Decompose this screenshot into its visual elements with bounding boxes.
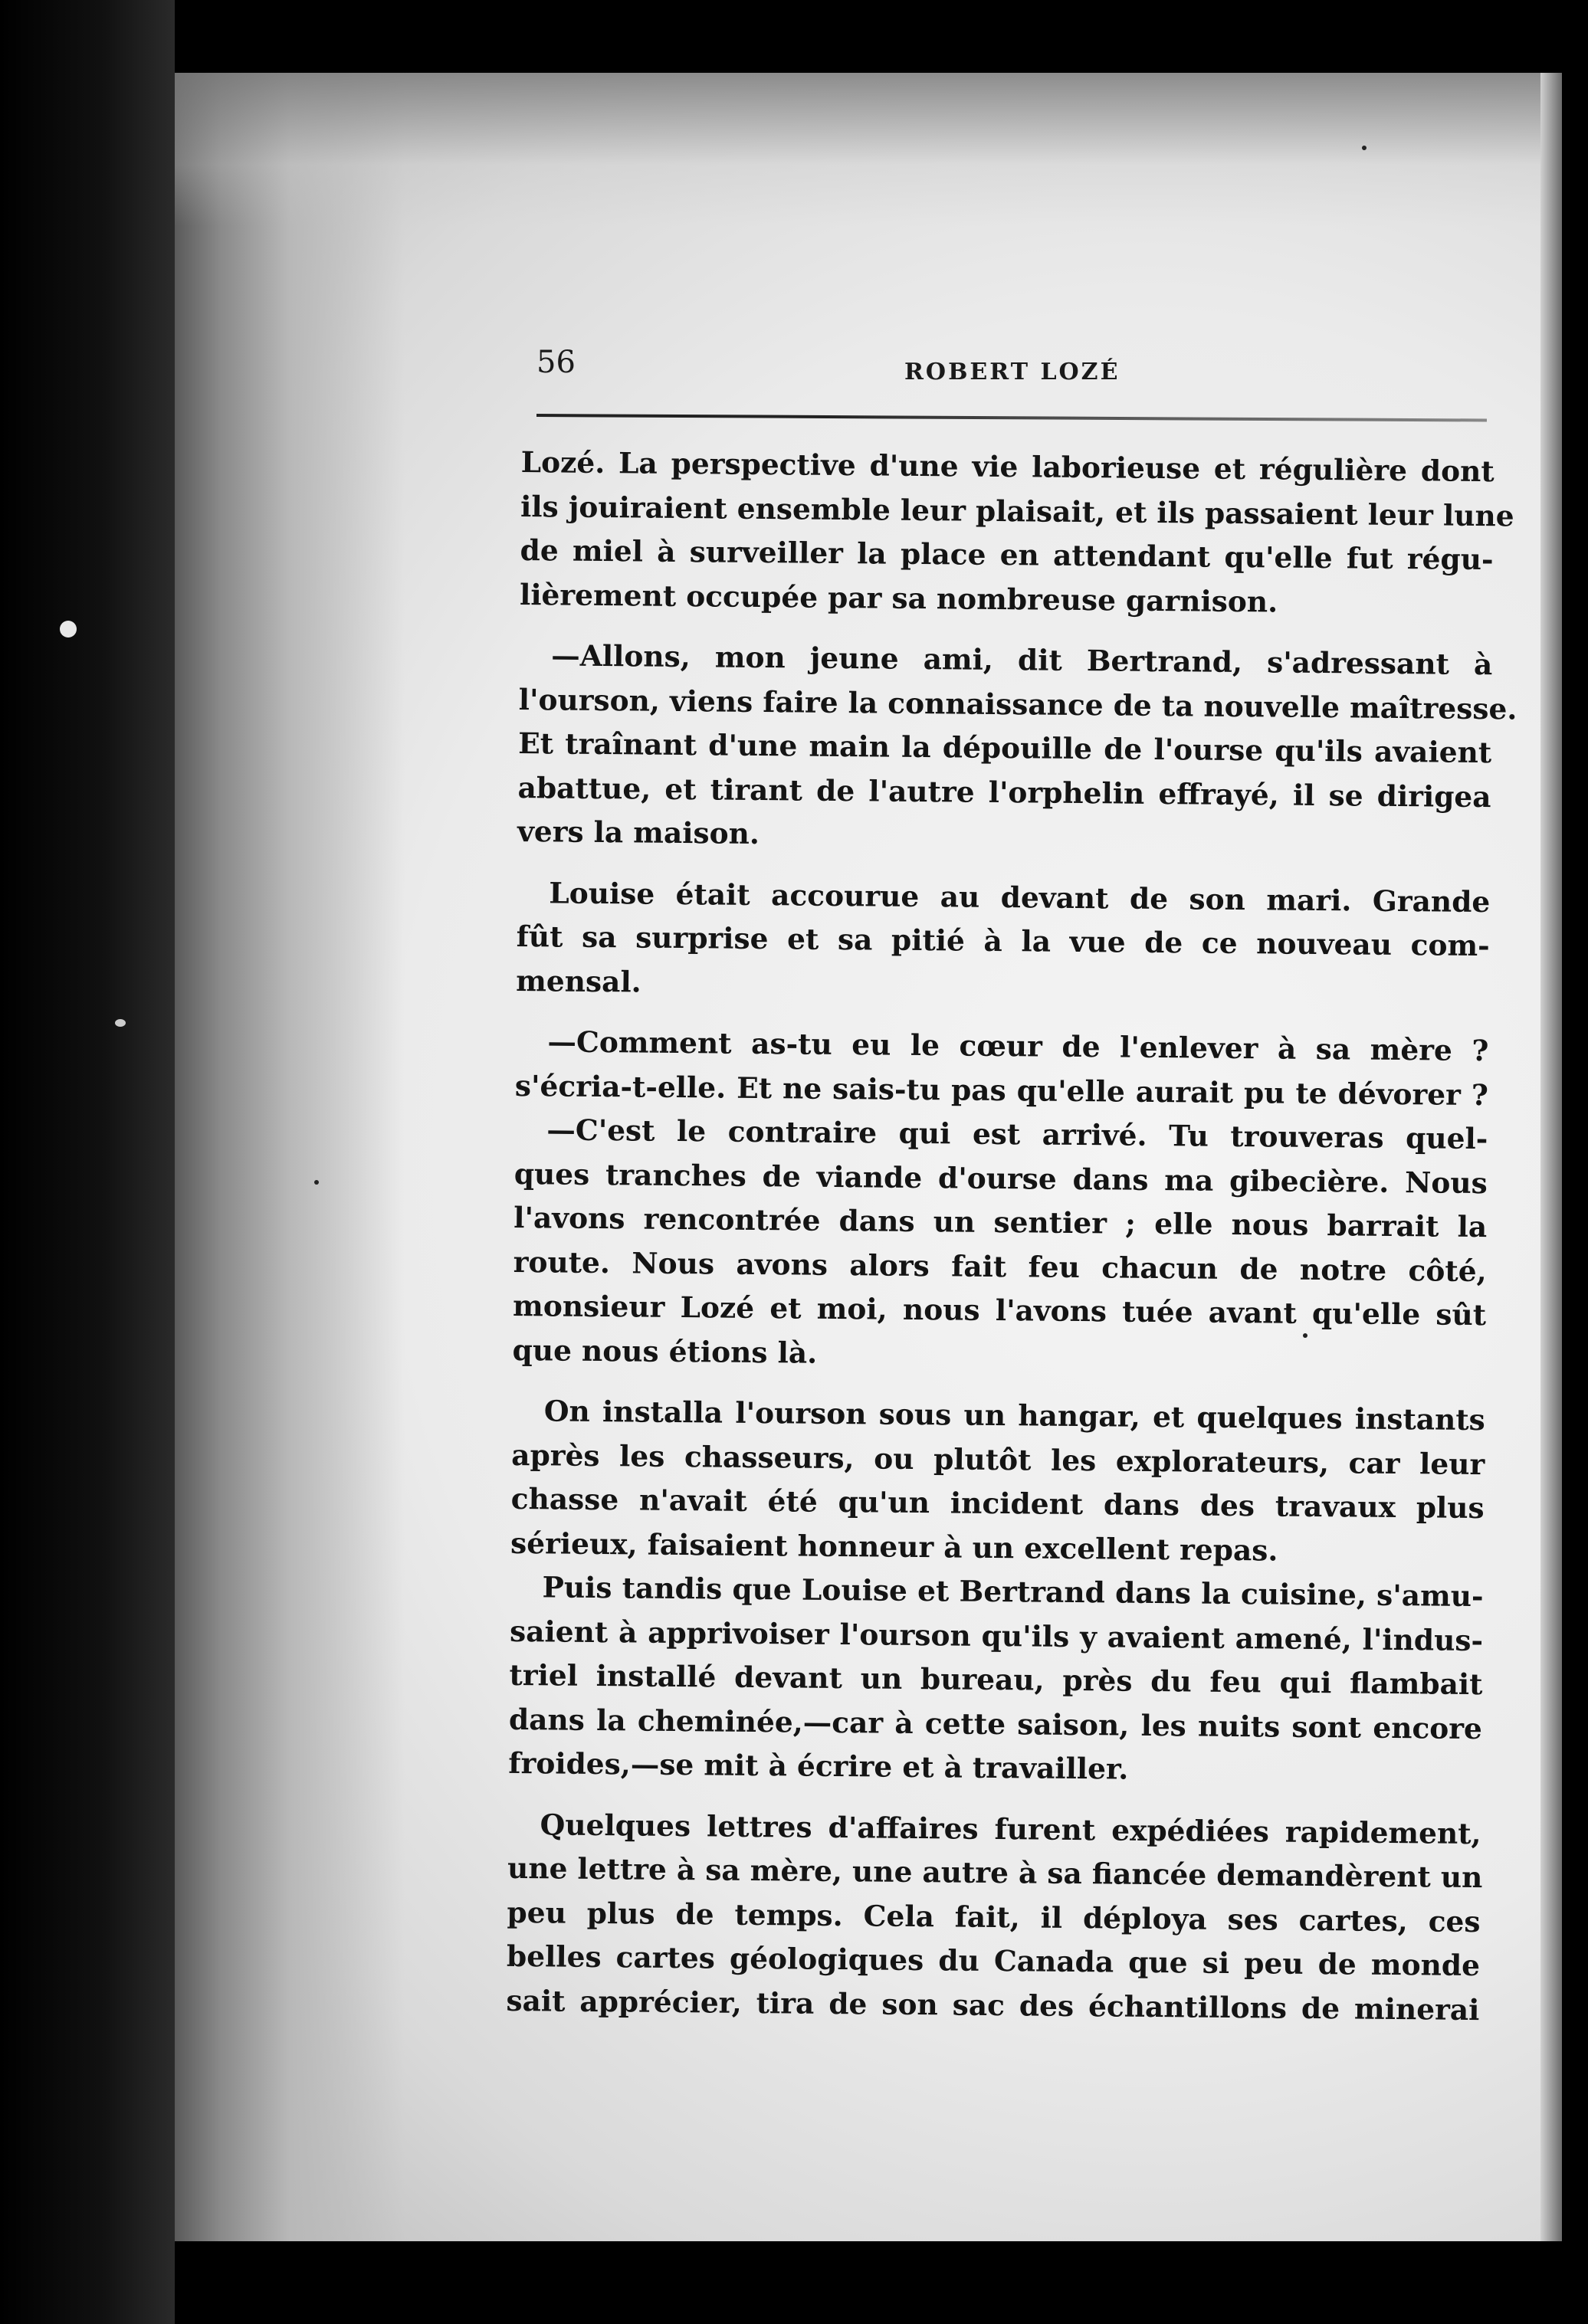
text-line: s'écria-t-elle. Et ne sais-tu pas qu'elle aurait pu te dévorer ? — [514, 1068, 1489, 1112]
text-line: triel installé devant un bureau, près du feu qui flambait — [509, 1657, 1483, 1702]
left-film-border — [0, 0, 175, 2324]
text-line: l'ourson, viens faire la connaissance de ta nouvelle maîtresse. — [518, 682, 1517, 726]
text-line: dans la cheminée,—car à cette saison, les nuits sont encore — [508, 1702, 1483, 1745]
text-line: Lozé. La perspective d'une vie laborieuse et régulière dont — [520, 444, 1494, 489]
text-line: Quelques lettres d'affaires furent expédiées rapidement, — [540, 1807, 1481, 1850]
text-line: —Comment as-tu eu le cœur de l'enlever à sa mère ? — [547, 1024, 1489, 1068]
paragraph — [512, 1108, 1488, 1382]
text-line: après les chasseurs, ou plutôt les explorateurs, car leur — [511, 1437, 1485, 1481]
paragraph — [515, 1020, 1489, 1117]
scan-blemish — [1362, 146, 1367, 150]
paragraph — [506, 1802, 1481, 2032]
text-line: —Allons, mon jeune ami, dit Bertrand, s'adressant à — [551, 638, 1493, 682]
page-number: 56 — [536, 345, 576, 380]
paragraph — [517, 634, 1517, 864]
text-line: monsieur Lozé et moi, nous l'avons tuée avant qu'elle sût — [512, 1288, 1487, 1332]
text-line: On installa l'ourson sous un hangar, et quelques instants — [543, 1394, 1486, 1437]
text-line: Et traînant d'une main la dépouille de l'ourse qu'ils avaient — [517, 726, 1492, 770]
paragraph — [519, 441, 1514, 626]
text-line: ques tranches de viande d'ourse dans ma gibecière. Nous — [513, 1156, 1488, 1200]
text-line: vers la maison. — [517, 814, 760, 851]
text-line: sait apprécier, tira de son sac des échantillons de minerai — [506, 1983, 1480, 2027]
text-line: Louise était accourue au devant de son mari. Grande — [549, 875, 1491, 919]
text-line: froides,—se mit à écrire et à travailler. — [508, 1745, 1129, 1786]
text-line: route. Nous avons alors fait feu chacun de notre côté, — [513, 1244, 1487, 1288]
scan-blemish — [60, 621, 77, 638]
paragraph — [508, 1565, 1484, 1795]
body-text — [506, 441, 1517, 2032]
text-line: saient à apprivoiser l'ourson qu'ils y avaient amené, l'indus- — [509, 1614, 1484, 1657]
paragraph — [516, 870, 1491, 1012]
text-line: de miel à surveiller la place en attendant qu'elle fut régu- — [520, 533, 1494, 577]
text-line: —C'est le contraire qui est arrivé. Tu trouveras quel- — [546, 1113, 1488, 1156]
text-line: l'avons rencontrée dans un sentier ; elle nous barrait la — [513, 1200, 1488, 1244]
binding-gutter-shadow — [175, 73, 405, 2241]
text-line: lièrement occupée par sa nombreuse garnison. — [519, 577, 1278, 618]
scan-blemish — [314, 1180, 319, 1185]
text-line: ils jouiraient ensemble leur plaisait, et ils passaient leur lune — [520, 489, 1514, 533]
text-line: fût sa surprise et sa pitié à la vue de ce nouveau com- — [516, 919, 1490, 963]
paragraph — [510, 1389, 1485, 1575]
top-edge-shadow — [175, 73, 1562, 226]
text-line: Puis tandis que Louise et Bertrand dans la cuisine, s'amu- — [542, 1570, 1484, 1614]
text-line: abattue, et tirant de l'autre l'orphelin effrayé, il se dirigea — [517, 770, 1491, 814]
text-line: mensal. — [516, 963, 641, 999]
right-page-edge — [1540, 73, 1562, 2241]
text-line: chasse n'avait été qu'un incident dans des travaux plus — [510, 1481, 1485, 1526]
text-line: une lettre à sa mère, une autre à sa fiancée demandèrent un — [507, 1850, 1483, 1895]
text-line: que nous étions là. — [512, 1332, 818, 1370]
running-title: ROBERT LOZÉ — [904, 359, 1120, 385]
text-line: sérieux, faisaient honneur à un excellent repas. — [510, 1526, 1278, 1568]
scan-blemish — [115, 1019, 126, 1027]
text-line: peu plus de temps. Cela fait, il déploya ses cartes, ces — [507, 1895, 1481, 1939]
text-line: belles cartes géologiques du Canada que si peu de monde — [506, 1939, 1481, 1983]
